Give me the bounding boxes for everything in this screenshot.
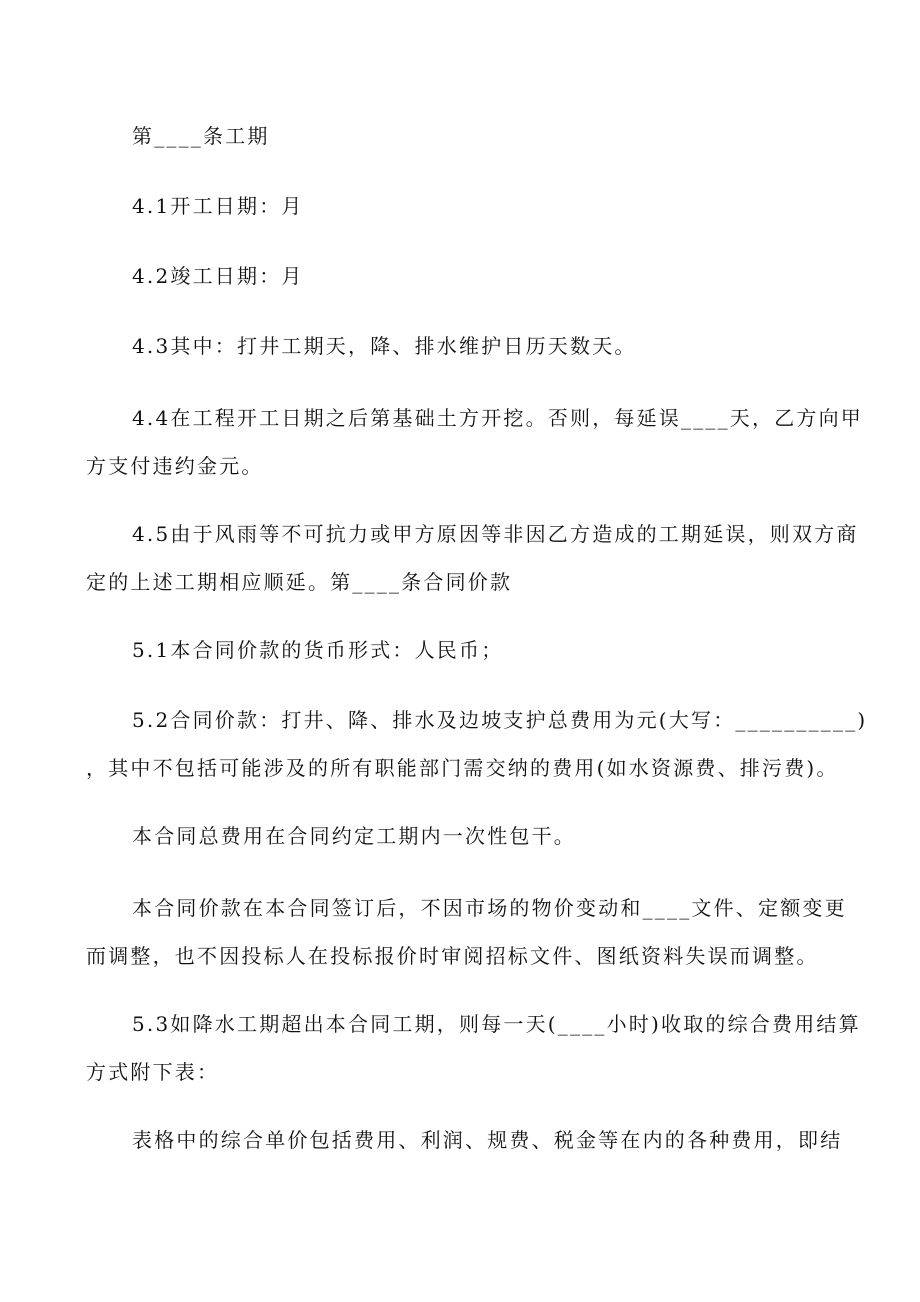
price-adjustment-line-1: 本合同价款在本合同签订后，不因市场的物价变动和____文件、定额变更 (132, 896, 847, 920)
clause-5-3-line-1: 5.3如降水工期超出本合同工期，则每一天(____小时)收取的综合费用结算 (132, 1012, 861, 1036)
clause-5-3-line-2: 方式附下表： (86, 1060, 220, 1084)
clause-4-3: 4.3其中：打井工期天，降、排水维护日历天数天。 (132, 334, 637, 358)
lump-sum-paragraph: 本合同总费用在合同约定工期内一次性包干。 (132, 824, 576, 848)
clause-5-2-line-2: ，其中不包括可能涉及的所有职能部门需交纳的费用(如水资源费、排污费)。 (86, 756, 839, 780)
clause-4-5-line-2: 定的上述工期相应顺延。第____条合同价款 (86, 570, 513, 594)
unit-price-paragraph: 表格中的综合单价包括费用、利润、规费、税金等在内的各种费用，即结 (132, 1128, 843, 1152)
clause-4-4-line-1: 4.4在工程开工日期之后第基础土方开挖。否则，每延误____天，乙方向甲 (132, 406, 864, 430)
clause-4-4-line-2: 方支付违约金元。 (86, 454, 264, 478)
clause-4-5-line-1: 4.5由于风雨等不可抗力或甲方原因等非因乙方造成的工期延误，则双方商 (132, 522, 859, 546)
clause-4-1: 4.1开工日期：月 (132, 194, 304, 218)
clause-5-2-line-1: 5.2合同价款：打井、降、排水及边坡支护总费用为元(大写：__________) (132, 708, 868, 732)
clause-4-2: 4.2竣工日期：月 (132, 264, 304, 288)
article-4-heading: 第____条工期 (132, 124, 270, 148)
clause-5-1: 5.1本合同价款的货币形式：人民币； (132, 638, 504, 662)
price-adjustment-line-2: 而调整，也不因投标人在投标报价时审阅招标文件、图纸资料失误而调整。 (86, 944, 819, 968)
